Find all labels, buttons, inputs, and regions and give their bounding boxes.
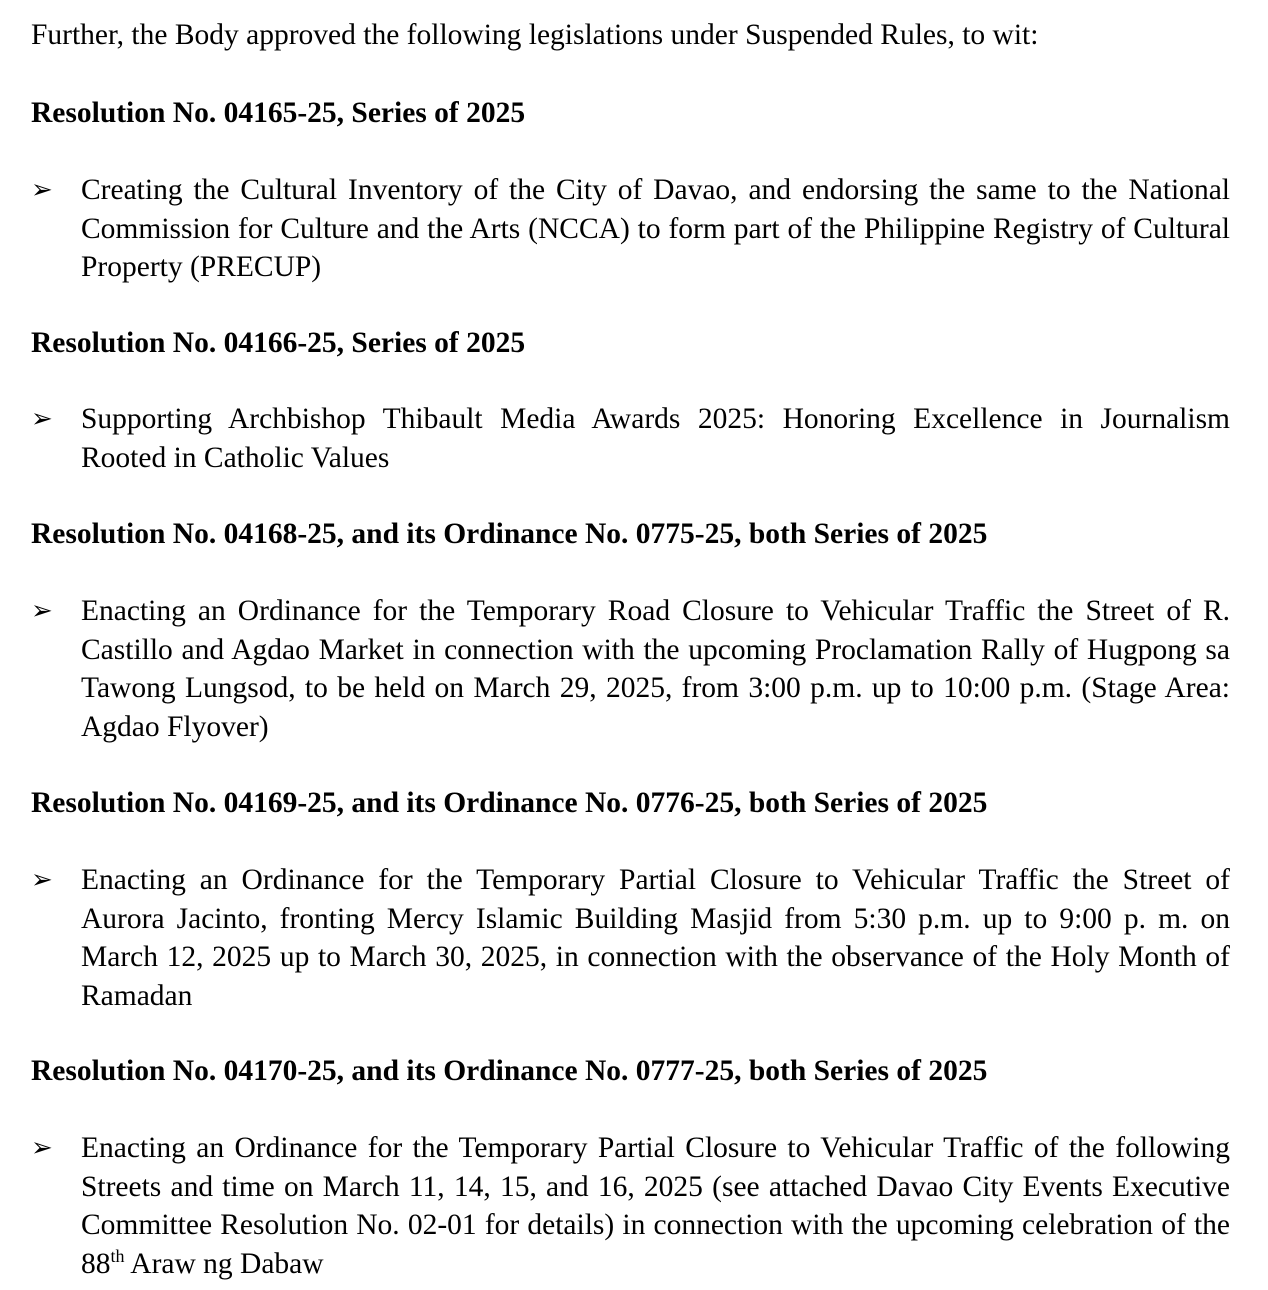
resolution-heading: Resolution No. 04170-25, and its Ordinance No. 0777-25, both Series of 2025 xyxy=(31,1055,988,1087)
intro-paragraph: Further, the Body approved the following legislations under Suspended Rules, to wit: xyxy=(31,19,1039,51)
arrow-bullet-icon: ➢ xyxy=(31,404,53,434)
arrow-bullet-icon: ➢ xyxy=(31,596,53,626)
list-item-text: Creating the Cultural Inventory of the City of Davao, and endorsing the same to the National Commission for Culture and the Arts (NCCA) to form part of the Philippine Registry of Cultural Property (PRECUP) xyxy=(81,174,1230,283)
arrow-bullet-icon: ➢ xyxy=(31,865,53,895)
arrow-bullet-icon: ➢ xyxy=(31,175,53,205)
list-item-text: Enacting an Ordinance for the Temporary Road Closure to Vehicular Traffic the Street of R. Castillo and Agdao Market in connection with the upcoming Proclamation Rally of Hugpong sa Tawong Lungsod, to be held on March 29, 2025, from 3:00 p.m. up to 10:00 p.m. (Stage Area: Agdao Flyover) xyxy=(81,595,1230,743)
resolution-heading: Resolution No. 04169-25, and its Ordinance No. 0776-25, both Series of 2025 xyxy=(31,787,988,819)
list-item-text-main: Enacting an Ordinance for the Temporary Partial Closure to Vehicular Traffic of the following Streets and time on March 11, 14, 15, and 16, 2025 (see attached Davao City Events Executive Committee Resolution No. 02-01 for details) in connection with the upcoming celebration of the 88 xyxy=(81,1132,1230,1280)
arrow-bullet-icon: ➢ xyxy=(31,1133,53,1163)
ordinal-suffix: th xyxy=(110,1245,125,1266)
list-item-text-tail: Araw ng Dabaw xyxy=(124,1247,324,1280)
resolution-heading: Resolution No. 04166-25, Series of 2025 xyxy=(31,327,526,359)
resolution-heading: Resolution No. 04168-25, and its Ordinance No. 0775-25, both Series of 2025 xyxy=(31,518,988,550)
list-item-text: Enacting an Ordinance for the Temporary Partial Closure to Vehicular Traffic the Street of Aurora Jacinto, fronting Mercy Islamic Building Masjid from 5:30 p.m. up to 9:00 p. m. on March 12, 2025 up to March 30, 2025, in connection with the observance of the Holy Month of Ramadan xyxy=(81,864,1230,1012)
list-item-text xyxy=(81,1129,1230,1283)
resolution-heading: Resolution No. 04165-25, Series of 2025 xyxy=(31,97,526,129)
list-item-text: Supporting Archbishop Thibault Media Awards 2025: Honoring Excellence in Journalism Rooted in Catholic Values xyxy=(81,403,1230,474)
